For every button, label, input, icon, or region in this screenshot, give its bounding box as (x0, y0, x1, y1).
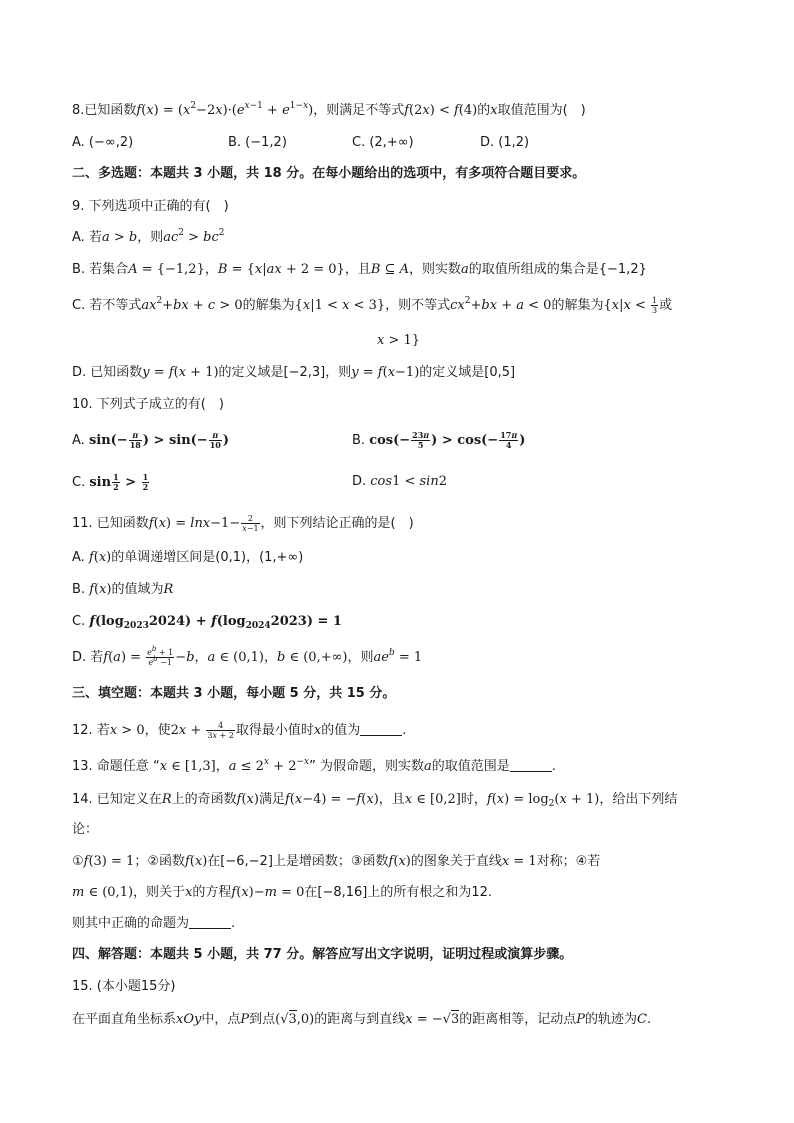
q11-b-label: B. (72, 582, 90, 597)
q11-c-label: C. (72, 614, 90, 629)
q9-b-text: ，则实数 (408, 262, 461, 277)
q9-d-math: y = f(x−1) (351, 365, 420, 380)
q8-function-def: f (136, 103, 142, 118)
q8-option-d: D. (1,2) (480, 135, 530, 150)
q9-b-text: ，且 (344, 262, 371, 277)
q10-option-d (352, 473, 447, 491)
q11-b-math: f(x) (89, 582, 112, 597)
q15-text: 在平面直角坐标系 (72, 1012, 177, 1027)
q14-line2: 论： (72, 822, 99, 837)
q8-number: 8. (72, 103, 85, 118)
q14-math: f(x−4) = −f(x) (284, 792, 379, 807)
q10-c-label: C. (72, 475, 90, 490)
q9-option-a (72, 229, 225, 247)
q14-text: ，且 (378, 792, 405, 807)
q8-text: ，则满足不等式 (313, 103, 405, 118)
q15-text: 到点 (249, 1012, 276, 1027)
q13-stem: 13. 命题任意 “x ∈ [1,3]，$a \le 2^x + 2^{-x}$” 为假命题，则实数a的取值范围是 . (72, 757, 556, 774)
q14-var: x (185, 885, 193, 900)
q10-stem: 10. 下列式子成立的有( ) (72, 397, 224, 412)
q15-text: 的轨迹为 (585, 1012, 638, 1027)
q12-math: x > 0 (109, 723, 145, 738)
q12-text: 取得最小值时 (235, 723, 314, 738)
q14-math: f(x) (388, 854, 411, 869)
q14-last-line: 则其中正确的命题为 . (72, 916, 236, 931)
q10-b-label: B. (352, 433, 370, 448)
q12-text: 的值为 (321, 723, 361, 738)
q9-d-text: 的定义域是[−2,3]，则 (218, 365, 352, 380)
q11-b-text: 的值域为 (111, 582, 164, 597)
q10-d-math: 1 < (392, 474, 420, 489)
q15-stem: 在平面直角坐标系xOy中，点P到点(√3,0)的距离与到直线x = −√3的距离相等，记动点P的轨迹为C. (72, 1012, 652, 1027)
q14-claims-line1 (72, 853, 600, 871)
q9-c-math: $cx^2+bx + a < 0$ (450, 296, 552, 313)
q11-a-math: f(x) (88, 550, 112, 565)
q14-text: 则其中正确的命题为 (72, 916, 190, 931)
q15-math: P (240, 1012, 250, 1027)
q15-text: 中，点 (201, 1012, 241, 1027)
q15-math: (√3,0) (275, 1012, 315, 1027)
q14-text: ，则关于 (133, 885, 186, 900)
q10-a-math: sin(− $\frac{\pi}{18}$ ) > sin(− $\frac{\pi}{10}$ ) (88, 430, 229, 450)
q14-math: f(3) = 1 (83, 854, 135, 869)
q10-d-math: 2 (438, 474, 447, 489)
q10-d-math: cos (370, 474, 393, 489)
q9-b-text: B. 若集合 (72, 262, 129, 277)
q9-b-var: a (460, 262, 469, 277)
q9-c-text: ，则不等式 (385, 298, 451, 313)
q9-option-b (72, 261, 647, 279)
q14-math: x = 1 (501, 854, 537, 869)
q8-stem (72, 102, 586, 120)
q9-c-continuation: x > 1} (377, 333, 421, 348)
q14-math: m ∈ (0,1) (72, 885, 134, 900)
q13-math: x ∈ [1,3]，$a \le 2^x + 2^{-x}$ (159, 757, 310, 774)
q10-b-math: cos(− $\frac{23\pi}{5}$ ) > cos(− $\frac{17\pi}{4}$ ) (369, 430, 526, 450)
q9-d-text: 的定义域是[0,5] (419, 365, 516, 380)
q13-text: ” 为假命题，则实数 (309, 759, 424, 774)
q15-math: x = −√3 (405, 1012, 460, 1027)
q9-d-text: D. 已知函数 (72, 365, 143, 380)
q11-option-b (72, 581, 173, 599)
q15-text: 的距离与到直线 (314, 1012, 406, 1027)
q11-d-text: D. 若 (72, 650, 104, 665)
q14-text: ，给出下列结 (599, 792, 678, 807)
q11-a-label: A. (72, 550, 89, 565)
q14-math: $f(x) = \log_2(x + 1)$ (486, 792, 600, 809)
q8-inequality: f(2x) < f(4) (404, 103, 478, 118)
q14-math: f(x) (236, 792, 259, 807)
q11-b-math: R (163, 582, 174, 597)
q11-formula: f(x) = lnx−1− $\frac{2}{x-1}$ (148, 514, 259, 533)
q11-option-c (72, 613, 342, 631)
q14-text: 上的奇函数 (171, 792, 237, 807)
q9-c-math: {x|1 < x < 3} (294, 298, 386, 313)
q9-c-text: 的解集为 (242, 298, 295, 313)
q14-math: f(x) (184, 854, 208, 869)
q9-d-math: y = f(x + 1) (142, 365, 219, 380)
q8-formula: $(x) = (x^2-2x)\cdot(e^{x-1} + e^{1-x})$ (141, 101, 314, 118)
q13-var: a (423, 759, 432, 774)
q14-text: 14. 已知定义在 (72, 792, 162, 807)
q9-a-math: a > b (101, 230, 138, 245)
q8-text: 取值范围为( ) (497, 103, 586, 118)
q12-text: 12. 若 (72, 723, 110, 738)
q12-math: 2x + $\frac{4}{3x + 2}$ (170, 721, 234, 740)
q15-math: P (576, 1012, 586, 1027)
q14-text: 时， (460, 792, 487, 807)
q9-c-text: 的解集为 (551, 298, 604, 313)
q11-d-text: ，则 (347, 650, 374, 665)
q9-b-math: B ⊆ A (370, 262, 409, 277)
q9-a-text: ，则 (137, 230, 164, 245)
q10-d-math: sin (419, 474, 439, 489)
q14-claims-line2 (72, 884, 492, 902)
section-4-heading: 四、解答题：本题共 5 小题，共 77 分。解答应写出文字说明，证明过程或演算步骤。 (72, 947, 573, 962)
q14-text: 对称；④若 (536, 854, 601, 869)
q8-text: 已知函数 (84, 103, 137, 118)
q9-option-d (72, 364, 515, 382)
q15-heading: 15. (本小题15分) (72, 979, 176, 994)
q8-text: 的 (477, 103, 491, 118)
q11-c-math: $f(\log_{2023}2024) + f(\log_{2024}2023) = 1$ (89, 614, 342, 631)
q15-text: 的距离相等，记动点 (459, 1012, 577, 1027)
q11-option-d (72, 645, 423, 667)
q14-answer-blank (189, 916, 231, 929)
q15-math: xOy (176, 1012, 202, 1027)
q10-d-label: D. (352, 474, 371, 489)
q9-option-c (72, 296, 672, 315)
q13-answer-blank (510, 759, 552, 772)
q12-var: x (313, 723, 322, 738)
q12-answer-blank (360, 723, 402, 736)
q14-text: ① (72, 854, 84, 869)
q11-d-math: $ae^b = 1$ (373, 648, 423, 665)
q8-option-b: B. (−1,2) (228, 135, 287, 150)
q9-a-text: A. 若 (72, 230, 102, 245)
q11-text: ，则下列结论正确的是( ) (260, 516, 414, 531)
q12-stem: 12. 若x > 0，使2x + $\frac{4}{3x + 2}$ 取得最小值时x的值为 . (72, 721, 407, 740)
q14-text: ；②函数 (134, 854, 185, 869)
q9-a-math: $ac^2 > bc^2$ (163, 228, 225, 245)
section-3-heading: 三、填空题：本题共 3 小题，每小题 5 分，共 15 分。 (72, 686, 396, 701)
q9-b-math: A = {−1,2}，B = {x|ax + 2 = 0} (128, 262, 345, 277)
q14-text: 的方程 (192, 885, 232, 900)
q14-text: 满足 (258, 792, 285, 807)
q14-math: x ∈ [0,2] (404, 792, 461, 807)
q11-text: 11. 已知函数 (72, 516, 149, 531)
q11-a-text: 的单调递增区间是(0,1)，(1,+∞) (111, 550, 304, 565)
q11-d-math: f(a) = $\frac{e^b + 1}{e^b -1}$ −b，a ∈ (0,1)，b ∈ (0,+∞) (103, 645, 348, 667)
q14-text: 在[−8,16]上的所有根之和为12. (304, 885, 493, 900)
q9-c-math: {x|x < $\frac{1}{3}$ (603, 296, 658, 315)
q9-b-text: 的取值所组成的集合是{−1,2} (468, 262, 647, 277)
q10-option-b (352, 431, 525, 450)
q8-var: x (490, 103, 498, 118)
q14-stem (72, 791, 677, 809)
q14-var: R (161, 792, 172, 807)
q14-text: 在[−6,−2]上是增函数；③函数 (207, 854, 389, 869)
q14-text: 的图象关于直线 (410, 854, 502, 869)
q9-c-text: C. 若不等式 (72, 298, 142, 313)
q9-c-math: $ax^2+bx + c > 0$ (141, 296, 243, 313)
q9-c-text: 或 (659, 298, 673, 313)
q11-stem (72, 514, 414, 533)
q13-text: 的取值范围是 (431, 759, 510, 774)
q10-option-c (72, 473, 150, 492)
q11-option-a (72, 549, 303, 567)
q10-option-a (72, 431, 229, 450)
q10-a-label: A. (72, 433, 89, 448)
section-2-heading: 二、多选题：本题共 3 小题，共 18 分。在每小题给出的选项中，有多项符合题目要求。 (72, 166, 586, 181)
q12-text: ，使 (144, 723, 171, 738)
q10-c-math: sin $\frac{1}{2}$ > $\frac{1}{2}$ (89, 472, 149, 492)
q13-text: 13. 命题任意 “ (72, 759, 160, 774)
q9-stem: 9. 下列选项中正确的有( ) (72, 199, 229, 214)
q8-option-c: C. (2,+∞) (352, 135, 414, 150)
q15-math: C (637, 1012, 647, 1027)
q14-math: f(x)−m = 0 (231, 885, 305, 900)
q8-option-a: A. (−∞,2) (72, 135, 134, 150)
